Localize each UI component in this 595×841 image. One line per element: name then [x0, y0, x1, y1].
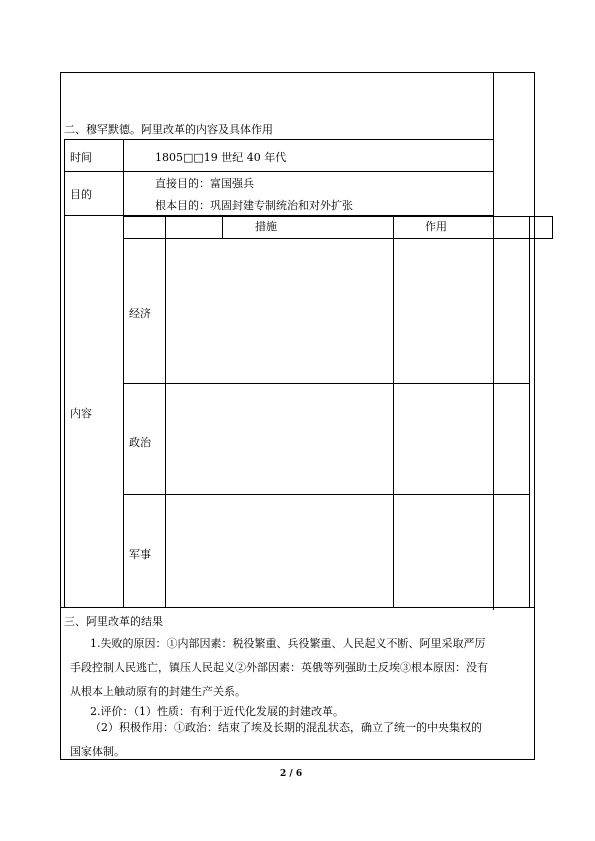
table-line-right-outer	[529, 216, 530, 608]
table-line-header-right	[552, 216, 553, 239]
table-line-header-bottom	[123, 238, 553, 239]
table-line-effect-divider	[393, 216, 394, 608]
table-line-left	[64, 139, 65, 608]
table-line-right-inner	[493, 216, 494, 608]
content-label: 内容	[70, 407, 92, 420]
table-line-header-divider	[222, 216, 223, 238]
table-line-subcol-divider	[165, 216, 166, 608]
table-line-row-2-bottom	[123, 494, 530, 495]
table-line-top	[64, 139, 494, 140]
outer-top-border	[60, 72, 535, 73]
row-label-economy: 经济	[129, 307, 151, 320]
failure-reasons-paragraph: 1.失败的原因：①内部因素：税役繁重、兵役繁重、人民起义不断、阿里采取严厉手段控制人民逃亡，镇压人民起义②外部因素：英俄等列强助土反埃③根本原因：没有从根本上触动原有的封建生产关系。	[70, 637, 488, 698]
time-label: 时间	[70, 151, 92, 164]
table-line-bottom	[60, 607, 535, 608]
positive-effects-paragraph: （2）积极作用：①政治：结束了埃及长期的混乱状态，确立了统一的中央集权的国家体制。	[70, 721, 482, 758]
evaluation-paragraph: 2.评价：（1）性质：有利于近代化发展的封建改革。	[90, 705, 344, 718]
column-header-effect: 作用	[425, 220, 447, 233]
section-heading-2: 二、穆罕默德。阿里改革的内容及具体作用	[64, 123, 273, 136]
table-line-time-bottom	[64, 171, 494, 172]
outer-right-border	[534, 72, 535, 760]
table-line-row-1-bottom	[123, 383, 530, 384]
table-line-label-divider	[123, 139, 124, 608]
page-number: 2 / 6	[280, 769, 303, 779]
row-label-politics: 政治	[129, 436, 151, 449]
column-header-measures: 措施	[255, 220, 277, 233]
table-line-header-top	[123, 216, 553, 217]
purpose-fundamental: 根本目的：巩固封建专制统治和对外扩张	[155, 199, 353, 212]
time-value: 1805□□19 世纪 40 年代	[155, 151, 287, 164]
section-heading-3: 三、阿里改革的结果	[64, 615, 163, 628]
outer-left-border	[60, 72, 61, 760]
purpose-label: 目的	[70, 188, 92, 201]
purpose-direct: 直接目的：富国强兵	[155, 177, 254, 190]
row-label-military: 军事	[129, 548, 151, 561]
